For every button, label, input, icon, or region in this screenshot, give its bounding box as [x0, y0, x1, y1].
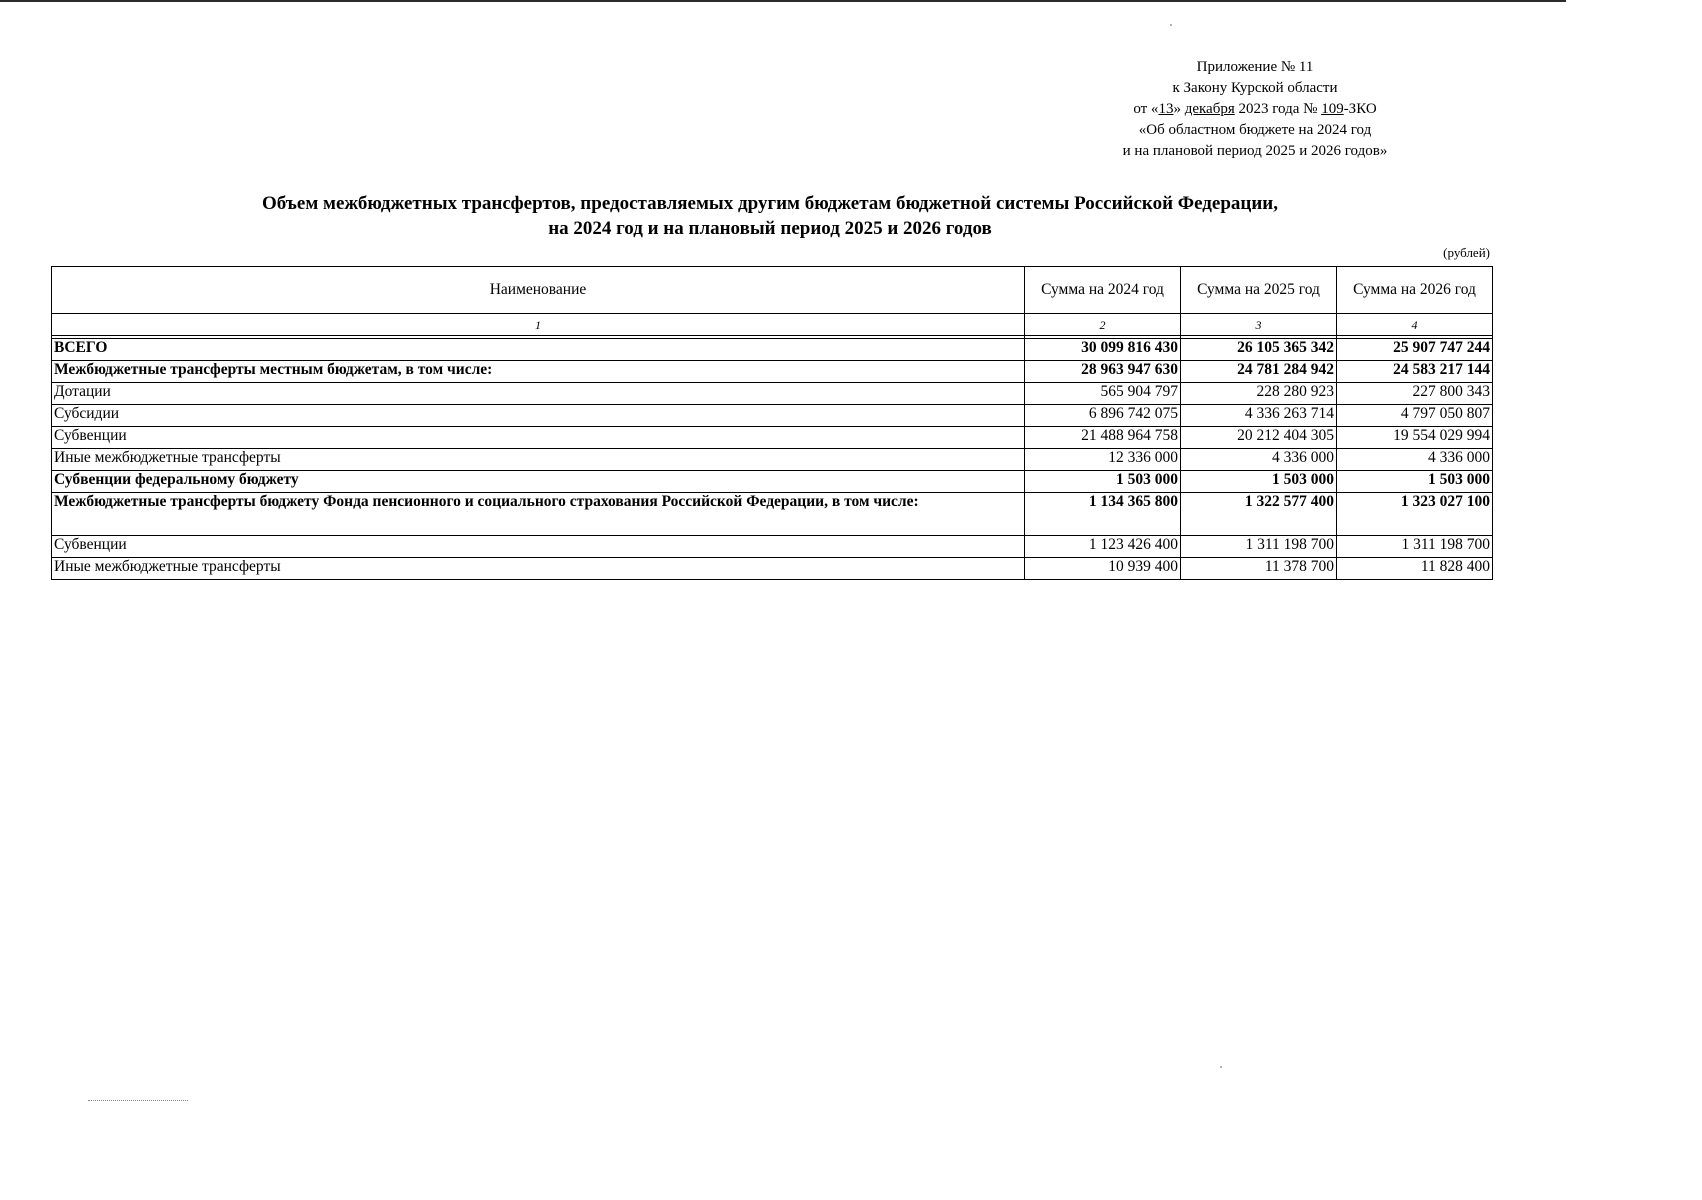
row-name: Дотации [52, 383, 1025, 405]
document-title-line-2: на 2024 год и на плановый период 2025 и 2026 годов [548, 218, 992, 239]
row-value-2024: 1 503 000 [1025, 471, 1181, 493]
scan-speck [1220, 1066, 1222, 1068]
row-value-2026: 19 554 029 994 [1337, 427, 1493, 449]
row-value-2025: 20 212 404 305 [1181, 427, 1337, 449]
transfers-table [51, 266, 1493, 580]
row-value-2024: 10 939 400 [1025, 558, 1181, 580]
header-name: Наименование [52, 267, 1025, 314]
appendix-day: 13 [1158, 101, 1174, 117]
row-value-2024: 565 904 797 [1025, 383, 1181, 405]
appendix-date-mid: » [1173, 101, 1185, 117]
column-number: 3 [1181, 314, 1337, 336]
header-2025: Сумма на 2025 год [1181, 267, 1337, 314]
row-value-2024: 30 099 816 430 [1025, 339, 1181, 361]
appendix-line-4: «Об областном бюджете на 2024 год [1138, 122, 1372, 138]
row-value-2025: 24 781 284 942 [1181, 361, 1337, 383]
table-row [52, 427, 1493, 449]
row-name: ВСЕГО [52, 339, 1025, 361]
scan-speck [1170, 24, 1172, 26]
column-number-row [52, 314, 1493, 336]
appendix-law-suffix: -ЗКО [1343, 101, 1377, 117]
row-value-2024: 21 488 964 758 [1025, 427, 1181, 449]
scan-top-edge [0, 0, 1566, 2]
table-row [52, 361, 1493, 383]
column-number: 4 [1337, 314, 1493, 336]
row-value-2026: 1 323 027 100 [1337, 493, 1493, 536]
appendix-month: декабря [1184, 101, 1235, 117]
appendix-line-3 [1090, 99, 1420, 120]
row-value-2024: 6 896 742 075 [1025, 405, 1181, 427]
table-row [52, 471, 1493, 493]
row-value-2026: 4 797 050 807 [1337, 405, 1493, 427]
appendix-year-text: 2023 года № [1234, 101, 1322, 117]
header-2026: Сумма на 2026 год [1337, 267, 1493, 314]
column-number: 1 [52, 314, 1025, 336]
table-row [52, 493, 1493, 536]
row-value-2024: 1 123 426 400 [1025, 536, 1181, 558]
column-number: 2 [1025, 314, 1181, 336]
row-name: Субсидии [52, 405, 1025, 427]
row-name: Субвенции [52, 427, 1025, 449]
appendix-header [1090, 57, 1420, 162]
appendix-line-1: Приложение № 11 [1196, 59, 1314, 75]
appendix-law-number: 109 [1321, 101, 1344, 117]
unit-label: (рублей) [1443, 245, 1490, 260]
row-value-2024: 12 336 000 [1025, 449, 1181, 471]
row-name: Иные межбюджетные трансферты [52, 449, 1025, 471]
appendix-line-2: к Закону Курской области [1172, 80, 1338, 96]
appendix-line-5: и на плановой период 2025 и 2026 годов» [1122, 143, 1388, 159]
row-value-2026: 227 800 343 [1337, 383, 1493, 405]
document-title-line-1: Объем межбюджетных трансфертов, предоставляемых другим бюджетам бюджетной системы Российской Федерации, [262, 193, 1278, 214]
document-title [150, 191, 1390, 241]
header-2024: Сумма на 2024 год [1025, 267, 1181, 314]
row-value-2026: 1 311 198 700 [1337, 536, 1493, 558]
table-row [52, 449, 1493, 471]
row-value-2026: 24 583 217 144 [1337, 361, 1493, 383]
row-name: Межбюджетные трансферты бюджету Фонда пенсионного и социального страхования Российской Федерации, в том числе: [52, 493, 1025, 536]
table-row [52, 536, 1493, 558]
table-row [52, 405, 1493, 427]
row-value-2026: 1 503 000 [1337, 471, 1493, 493]
appendix-date-prefix: от « [1133, 101, 1159, 117]
row-value-2025: 26 105 365 342 [1181, 339, 1337, 361]
table-header-row [52, 267, 1493, 314]
row-value-2025: 228 280 923 [1181, 383, 1337, 405]
row-value-2025: 1 322 577 400 [1181, 493, 1337, 536]
row-value-2024: 1 134 365 800 [1025, 493, 1181, 536]
row-value-2025: 1 311 198 700 [1181, 536, 1337, 558]
row-value-2025: 1 503 000 [1181, 471, 1337, 493]
row-name: Субвенции [52, 536, 1025, 558]
row-value-2026: 25 907 747 244 [1337, 339, 1493, 361]
row-value-2025: 4 336 263 714 [1181, 405, 1337, 427]
table-row [52, 339, 1493, 361]
row-name: Иные межбюджетные трансферты [52, 558, 1025, 580]
scan-artifact [88, 1100, 188, 1103]
row-value-2026: 4 336 000 [1337, 449, 1493, 471]
row-value-2026: 11 828 400 [1337, 558, 1493, 580]
table-row [52, 558, 1493, 580]
row-value-2024: 28 963 947 630 [1025, 361, 1181, 383]
table-row [52, 383, 1493, 405]
row-name: Межбюджетные трансферты местным бюджетам, в том числе: [52, 361, 1025, 383]
row-value-2025: 4 336 000 [1181, 449, 1337, 471]
row-value-2025: 11 378 700 [1181, 558, 1337, 580]
row-name: Субвенции федеральному бюджету [52, 471, 1025, 493]
